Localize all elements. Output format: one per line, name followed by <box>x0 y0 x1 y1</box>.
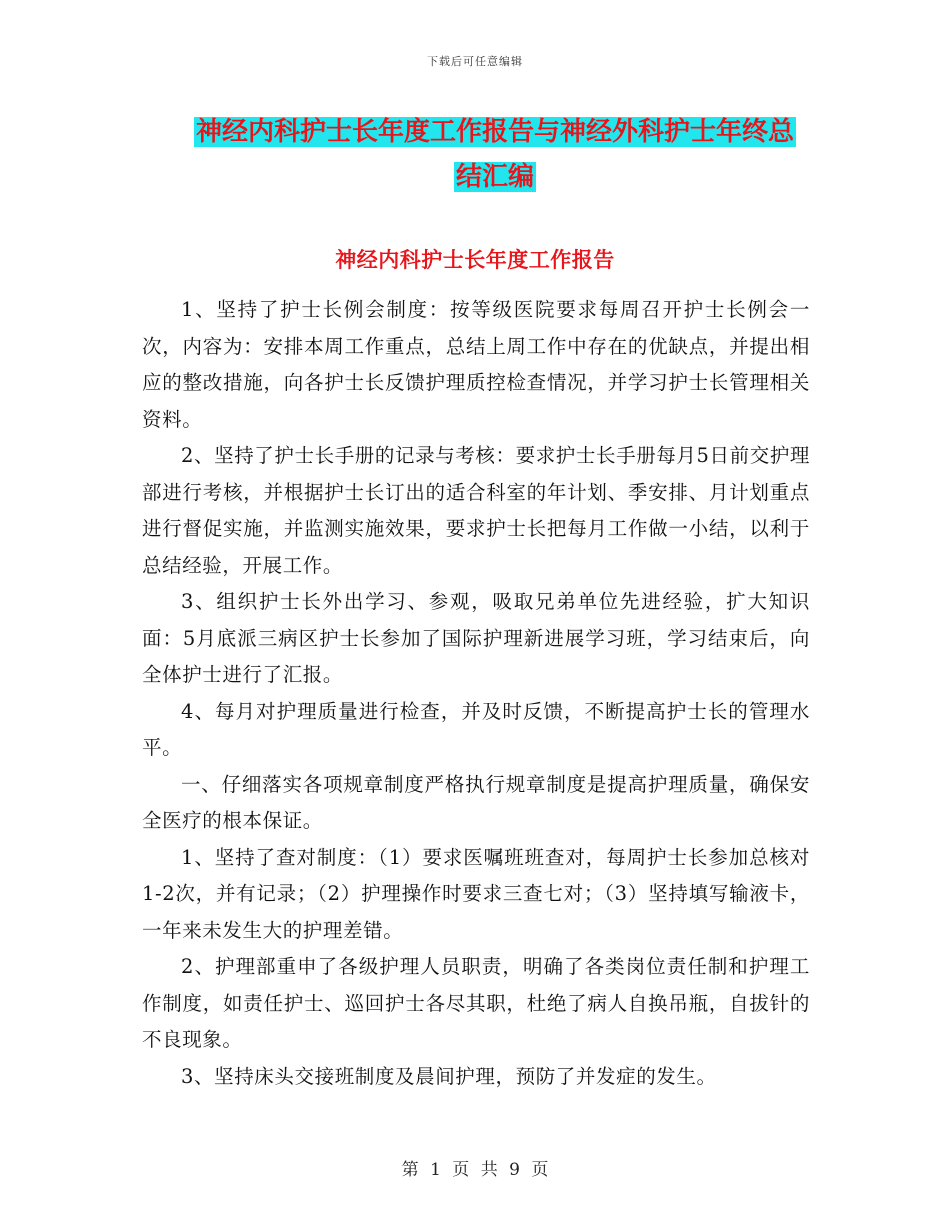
paragraph: 3、坚持床头交接班制度及晨间护理，预防了并发症的发生。 <box>181 1064 717 1088</box>
paragraph: 2、护理部重申了各级护理人员职责，明确了各类岗位责任制和护理工作制度，如责任护士、巡回护士各尽其职，杜绝了病人自换吊瓶，自拔针的不良现象。 <box>142 955 810 1051</box>
document-title <box>150 110 840 200</box>
paragraph: 1、坚持了护士长例会制度：按等级医院要求每周召开护士长例会一次，内容为：安排本周工作重点，总结上周工作中存在的优缺点，并提出相应的整改措施，向各护士长反馈护理质控检查情况，并学习护士长管理相关资料。 <box>142 298 810 431</box>
paragraph: 3、组织护士长外出学习、参观，吸取兄弟单位先进经验，扩大知识面：5月底派三病区护士长参加了国际护理新进展学习班，学习结束后，向全体护士进行了汇报。 <box>142 590 810 686</box>
paragraph: 1、坚持了查对制度：（1）要求医嘱班班查对，每周护士长参加总核对1-2次，并有记录；（2）护理操作时要求三查七对；（3）坚持填写输液卡，一年来未发生大的护理差错。 <box>142 845 810 942</box>
paragraph: 一、仔细落实各项规章制度严格执行规章制度是提高护理质量，确保安全医疗的根本保证。 <box>142 772 810 832</box>
section-title: 神经内科护士长年度工作报告 <box>335 248 615 272</box>
paragraph: 2、坚持了护士长手册的记录与考核：要求护士长手册每月5日前交护理部进行考核，并根据护士长订出的适合科室的年计划、季安排、月计划重点进行督促实施，并监测实施效果，要求护士长把每月工作做一小结，以利于总结经验，开展工作。 <box>142 444 811 577</box>
body-text <box>142 292 810 1095</box>
paragraph: 4、每月对护理质量进行检查，并及时反馈，不断提高护士长的管理水平。 <box>142 699 810 759</box>
header-note: 下载后可任意编辑 <box>427 55 523 68</box>
page-footer: 第 1 页 共 9 页 <box>401 1160 549 1180</box>
document-title-line-2: 结汇编 <box>455 162 534 192</box>
document-title-line-1: 神经内科护士长年度工作报告与神经外科护士年终总 <box>195 117 794 147</box>
